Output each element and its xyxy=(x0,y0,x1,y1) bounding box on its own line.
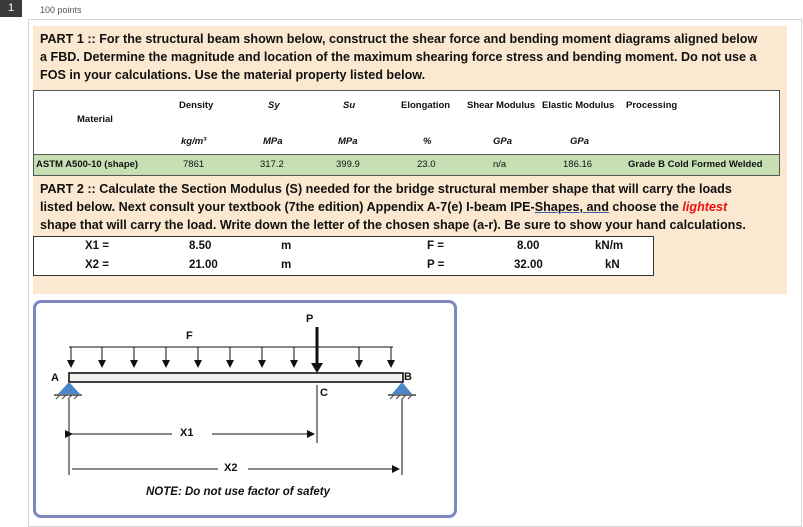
material-data-row xyxy=(33,154,780,176)
loads-table xyxy=(33,236,654,276)
points-label: 100 points xyxy=(40,5,82,15)
elongation-header: Elongation xyxy=(401,100,451,111)
distributed-load xyxy=(69,347,393,367)
part2-line-2 xyxy=(40,198,780,216)
sy-header: Sy xyxy=(268,100,280,111)
part1-line-2: a FBD. Determine the magnitude and location of the maximum shearing force stress and bending moment. Do not use a xyxy=(40,50,757,64)
x2-dimension-label: X2 xyxy=(224,462,238,474)
material-header: Material xyxy=(77,114,113,125)
elongation-cell: 23.0 xyxy=(417,159,436,170)
part2-text xyxy=(40,180,780,234)
su-unit: MPa xyxy=(338,136,358,147)
beam xyxy=(69,373,403,382)
support-a-label: A xyxy=(51,372,59,384)
elongation-unit: % xyxy=(423,136,432,147)
x2-label: X2 = xyxy=(85,259,109,271)
support-b-label: B xyxy=(404,371,412,383)
su-cell: 399.9 xyxy=(336,159,360,170)
x2-value: 21.00 xyxy=(189,259,218,271)
beam-diagram xyxy=(36,303,454,515)
lightest-highlight: lightest xyxy=(682,200,728,214)
elastic-modulus-unit: GPa xyxy=(570,136,590,147)
elastic-modulus-cell: 186.16 xyxy=(563,159,593,170)
f-load-label: F xyxy=(186,330,193,342)
density-unit: kg/m³ xyxy=(181,136,207,147)
part2-line-2-b: choose the xyxy=(608,200,683,214)
shear-modulus-header: Shear Modulus xyxy=(467,100,536,111)
shear-modulus-unit: GPa xyxy=(493,136,513,147)
part1-line-1: PART 1 :: For the structural beam shown below, construct the shear force and bending moment diagrams aligned below xyxy=(40,32,758,46)
density-header: Density xyxy=(179,100,214,111)
part2-underlined-text: Shapes, and xyxy=(534,200,609,214)
safety-factor-note: NOTE: Do not use factor of safety xyxy=(146,486,331,498)
question-number-badge: 1 xyxy=(0,0,22,17)
p-load-label: P xyxy=(306,313,314,325)
x2-unit: m xyxy=(281,259,292,271)
f-value: 8.00 xyxy=(517,240,540,252)
p-label: P = xyxy=(427,259,445,271)
material-table-header xyxy=(33,90,780,155)
sy-cell: 317.2 xyxy=(260,159,284,170)
p-value: 32.00 xyxy=(514,259,543,271)
part1-line-3: FOS in your calculations. Use the material property listed below. xyxy=(40,68,426,82)
x1-value: 8.50 xyxy=(189,240,212,252)
part2-line-2-a: listed below. Next consult your textbook (7the edition) Appendix A-7(e) I-beam IPE- xyxy=(40,200,535,214)
x1-dimension-label: X1 xyxy=(180,427,194,439)
part1-text xyxy=(40,30,780,84)
processing-header: Processing xyxy=(626,100,678,111)
point-c-label: C xyxy=(320,387,328,399)
elastic-modulus-header: Elastic Modulus xyxy=(542,100,615,111)
material-name-cell: ASTM A500-10 (shape) xyxy=(36,159,139,170)
sy-unit: MPa xyxy=(263,136,283,147)
beam-figure xyxy=(33,300,457,518)
f-label: F = xyxy=(427,240,444,252)
density-cell: 7861 xyxy=(183,159,205,170)
processing-cell: Grade B Cold Formed Welded xyxy=(628,159,763,170)
point-load-arrow xyxy=(311,327,323,373)
p-unit: kN xyxy=(605,259,620,271)
roller-support-b xyxy=(388,382,416,399)
part2-line-3: shape that will carry the load. Write down the letter of the chosen shape (a-r). Be sure to show your hand calculations. xyxy=(40,218,746,232)
f-unit: kN/m xyxy=(595,240,624,252)
part2-line-1: PART 2 :: Calculate the Section Modulus (S) needed for the bridge structural member shape that will carry the loads xyxy=(40,182,732,196)
pin-support-a xyxy=(54,382,82,399)
shear-modulus-cell: n/a xyxy=(493,159,507,170)
x1-unit: m xyxy=(281,240,292,252)
su-header: Su xyxy=(343,100,356,111)
x1-label: X1 = xyxy=(85,240,109,252)
